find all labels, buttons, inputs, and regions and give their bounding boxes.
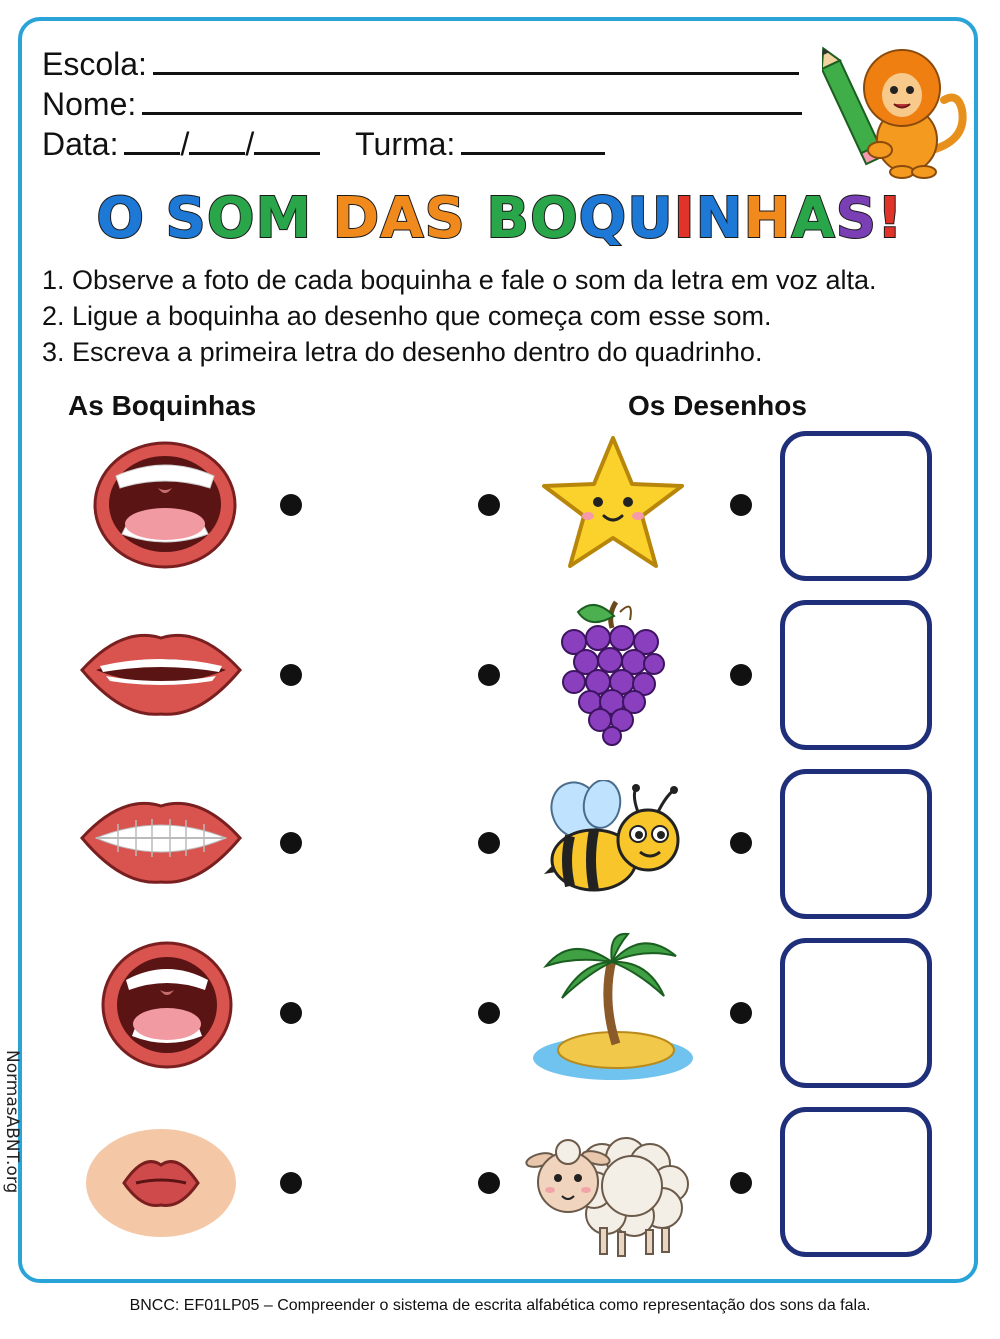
title-letter: B	[486, 186, 531, 251]
title-letter	[312, 186, 333, 251]
round-open-mouth-o-icon	[100, 940, 234, 1070]
title-letter: O	[206, 186, 256, 251]
school-input-line[interactable]	[153, 44, 799, 75]
title-letter: D	[332, 186, 381, 251]
open-mouth-a-icon	[92, 440, 238, 570]
date-separator: /	[245, 126, 255, 162]
star-icon	[538, 432, 688, 574]
title-letter	[145, 186, 166, 251]
title-letter: M	[255, 186, 313, 251]
date-month-line[interactable]	[189, 124, 245, 155]
drawing-connect-dot-right[interactable]	[730, 832, 752, 854]
title-letter: O	[530, 186, 579, 251]
title-letter: U	[627, 186, 674, 251]
mouth-connect-dot[interactable]	[280, 832, 302, 854]
drawing-connect-dot-right[interactable]	[730, 664, 752, 686]
title-letter: A	[380, 186, 425, 251]
answer-box[interactable]	[780, 938, 932, 1088]
puckered-lips-u-icon	[84, 1128, 238, 1238]
column-heading-mouths: As Boquinhas	[68, 390, 257, 421]
mouth-connect-dot[interactable]	[280, 494, 302, 516]
worksheet-title	[0, 186, 1000, 251]
bee-icon	[544, 780, 684, 896]
date-year-line[interactable]	[254, 124, 320, 155]
date-separator: /	[180, 126, 190, 162]
drawing-connect-dot-left[interactable]	[478, 1172, 500, 1194]
title-letter: S	[165, 186, 207, 251]
drawing-connect-dot-left[interactable]	[478, 1002, 500, 1024]
title-letter: N	[695, 186, 744, 251]
answer-box[interactable]	[780, 431, 932, 581]
date-label: Data:	[42, 126, 119, 162]
mouth-connect-dot[interactable]	[280, 1002, 302, 1024]
mouth-connect-dot[interactable]	[280, 664, 302, 686]
title-letter: H	[743, 186, 792, 251]
class-label: Turma:	[355, 126, 456, 162]
name-input-line[interactable]	[142, 84, 802, 115]
title-letter: !	[877, 186, 904, 251]
watermark: NormasABNT.org	[2, 1050, 22, 1194]
answer-box[interactable]	[780, 769, 932, 919]
island-palm-icon	[532, 932, 694, 1084]
answer-box[interactable]	[780, 1107, 932, 1257]
title-letter: A	[791, 186, 836, 251]
drawing-connect-dot-right[interactable]	[730, 494, 752, 516]
title-letter	[466, 186, 487, 251]
drawing-connect-dot-left[interactable]	[478, 664, 500, 686]
date-day-line[interactable]	[124, 124, 180, 155]
title-letter: S	[835, 186, 878, 251]
drawing-connect-dot-right[interactable]	[730, 1172, 752, 1194]
title-letter: O	[96, 186, 146, 251]
instruction-1: 1. Observe a foto de cada boquinha e fale o som da letra em voz alta.	[42, 265, 877, 295]
name-label: Nome:	[42, 86, 137, 122]
grapes-icon	[556, 596, 668, 746]
title-letter: S	[424, 186, 466, 251]
instruction-2: 2. Ligue a boquinha ao desenho que começa com esse som.	[42, 301, 772, 331]
date-class-field	[42, 124, 605, 164]
class-input-line[interactable]	[461, 124, 605, 155]
school-label: Escola:	[42, 46, 147, 82]
name-field	[42, 84, 802, 124]
instruction-3: 3. Escreva a primeira letra do desenho dentro do quadrinho.	[42, 337, 763, 367]
title-letter: Q	[578, 186, 628, 251]
footer-bncc: BNCC: EF01LP05 – Compreender o sistema de escrita alfabética como representação dos sons da fala.	[129, 1297, 871, 1314]
answer-box[interactable]	[780, 600, 932, 750]
drawing-connect-dot-left[interactable]	[478, 494, 500, 516]
mouth-connect-dot[interactable]	[280, 1172, 302, 1194]
teeth-mouth-i-icon	[78, 794, 244, 886]
wide-smile-mouth-e-icon	[78, 626, 244, 718]
drawing-connect-dot-right[interactable]	[730, 1002, 752, 1024]
column-heading-drawings: Os Desenhos	[628, 390, 807, 421]
sheep-icon	[522, 1124, 694, 1260]
drawing-connect-dot-left[interactable]	[478, 832, 500, 854]
school-field	[42, 44, 799, 84]
title-letter: I	[673, 186, 696, 251]
monkey-with-pencil-icon	[822, 40, 972, 180]
